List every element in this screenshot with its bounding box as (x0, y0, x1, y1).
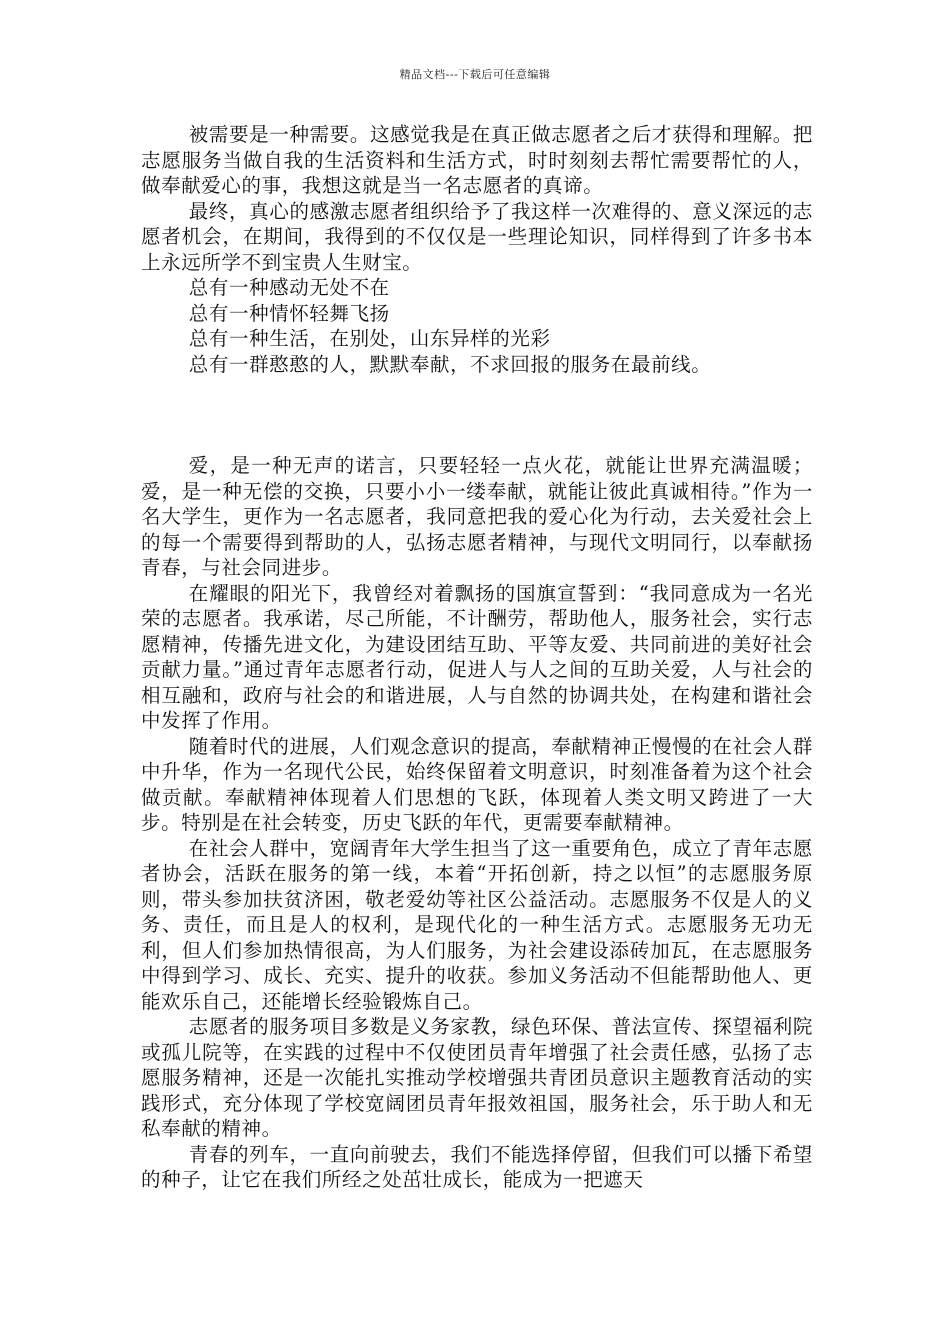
paragraph: 在耀眼的阳光下，我曾经对着飘扬的国旗宣誓到：“我同意成为一名光荣的志愿者。我承诺，尽己所能，不计酬劳，帮助他人，服务社会，实行志愿精神，传播先进文化，为建设团结互助、平等友爱、共同前进的美好社会贡献力量。”通过青年志愿者行动，促进人与人之间的互助关爱，人与社会的相互融和，政府与社会的和谐进展，人与自然的协调共处，在构建和谐社会中发挥了作用。 (141, 581, 813, 732)
document-body (141, 122, 813, 1193)
verse-line: 总有一群憨憨的人，默默奉献，不求回报的服务在最前线。 (188, 352, 712, 376)
verse-line: 总有一种感动无处不在 (188, 276, 390, 299)
paragraph: 随着时代的进展，人们观念意识的提高，奉献精神正慢慢的在社会人群中升华，作为一名现代公民，始终保留着文明意识，时刻准备着为这个社会做贡献。奉献精神体现着人们思想的飞跃，体现着人类文明又跨进了一大步。特别是在社会转变，历史飞跃的年代，更需要奉献精神。 (141, 734, 813, 834)
paragraph: 爱，是一种无声的诺言，只要轻轻一点火花，就能让世界充满温暖；爱，是一种无偿的交换，只要小小一缕奉献，就能让彼此真诚相待。”作为一名大学生，更作为一名志愿者，我同意把我的爱心化为行动，去关爱社会上的每一个需要得到帮助的人，弘扬志愿者精神，与现代文明同行，以奉献扬青春，与社会同进步。 (141, 454, 813, 579)
paragraph: 青春的列车，一直向前驶去，我们不能选择停留，但我们可以播下希望的种子，让它在我们所经之处茁壮成长，能成为一把遮天 (141, 1142, 813, 1191)
paragraph: 最终，真心的感激志愿者组织给予了我这样一次难得的、意义深远的志愿者机会，在期间，我得到的不仅仅是一些理论知识，同样得到了许多书本上永远所学不到宝贵人生财宝。 (141, 199, 813, 274)
verse-line: 总有一种情怀轻舞飞扬 (188, 301, 390, 325)
section-spacer (141, 377, 813, 453)
paragraph: 在社会人群中，宽阔青年大学生担当了这一重要角色，成立了青年志愿者协会，活跃在服务的第一线，本着“开拓创新，持之以恒”的志愿服务原则，带头参加扶贫济困，敬老爱幼等社区公益活动。志愿服务不仅是人的义务、责任，而且是人的权利，是现代化的一种生活方式。志愿服务无功无利，但人们参加热情很高，为人们服务，为社会建设添砖加瓦，在志愿服务中得到学习、成长、充实、提升的收获。参加义务活动不但能帮助他人、更能欢乐自己，还能增长经验锻炼自己。 (141, 836, 813, 1013)
paragraph: 被需要是一种需要。这感觉我是在真正做志愿者之后才获得和理解。把志愿服务当做自我的生活资料和生活方式，时时刻刻去帮忙需要帮忙的人，做奉献爱心的事，我想这就是当一名志愿者的真谛。 (141, 123, 813, 197)
paragraph: 志愿者的服务项目多数是义务家教，绿色环保、普法宣传、探望福利院或孤儿院等，在实践的过程中不仅使团员青年增强了社会责任感，弘扬了志愿服务精神，还是一次能扎实推动学校增强共青团员意识主题教育活动的实践形式，充分体现了学校宽阔团员青年报效祖国，服务社会，乐于助人和无私奉献的精神。 (141, 1015, 813, 1140)
section-2 (141, 453, 813, 1193)
section-1 (141, 122, 813, 377)
page-header: 精品文档---下载后可任意编辑 (399, 68, 551, 81)
verse-line: 总有一种生活，在别处，山东异样的光彩 (188, 327, 551, 350)
